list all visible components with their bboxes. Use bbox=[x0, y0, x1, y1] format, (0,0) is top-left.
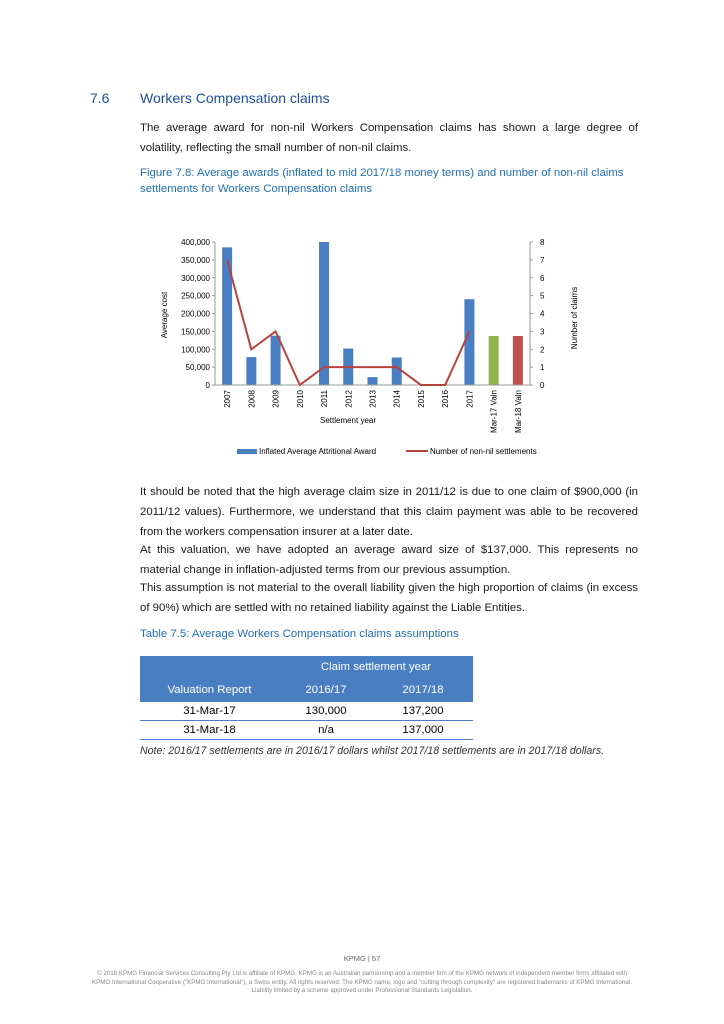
table-cell: 137,200 bbox=[373, 702, 473, 721]
bar-2017 bbox=[464, 299, 474, 385]
table-cell: 137,000 bbox=[373, 721, 473, 740]
awards-chart bbox=[150, 230, 579, 470]
y2-tick-label: 3 bbox=[540, 327, 545, 337]
x-tick-label: 2007 bbox=[223, 390, 233, 408]
table-cell: n/a bbox=[279, 721, 373, 740]
x-tick-label: 2013 bbox=[368, 390, 378, 408]
y-tick-label: 400,000 bbox=[181, 238, 210, 247]
intro-paragraph: The average award for non-nil Workers Compensation claims has shown a large degree of volatility, reflecting the small number of non-nil claims. bbox=[140, 122, 638, 154]
y-tick-label: 100,000 bbox=[181, 345, 210, 355]
bar-2007 bbox=[222, 247, 232, 385]
x-tick-label: 2015 bbox=[416, 390, 426, 408]
x-tick-label: 2017 bbox=[465, 390, 475, 408]
series-line-non-nil-settlements bbox=[227, 260, 469, 385]
y-tick-label: 350,000 bbox=[181, 255, 210, 265]
x-tick-label: 2014 bbox=[392, 390, 402, 408]
legend-swatch-bar bbox=[237, 449, 257, 454]
x-tick-label: Mar-18 Valn bbox=[513, 390, 523, 433]
y2-tick-label: 2 bbox=[540, 345, 545, 355]
table-group-header-row bbox=[140, 656, 473, 678]
y2-tick-label: 4 bbox=[540, 309, 545, 319]
bar-2013 bbox=[368, 377, 378, 385]
claims-table bbox=[140, 656, 473, 740]
x-tick-label: 2009 bbox=[271, 390, 281, 408]
table-row bbox=[140, 702, 473, 721]
y2-axis-label: Number of claims bbox=[570, 286, 579, 350]
table-caption: Table 7.5: Average Workers Compensation claims assumptions bbox=[140, 628, 459, 640]
table-header-row bbox=[140, 678, 473, 702]
x-tick-label: 2010 bbox=[295, 390, 305, 408]
legend-label-line: Number of non-nil settlements bbox=[430, 447, 537, 456]
y2-tick-label: 7 bbox=[540, 255, 545, 265]
section-title: Workers Compensation claims bbox=[140, 90, 330, 106]
x-tick-label: 2008 bbox=[247, 390, 257, 408]
table-group-header: Claim settlement year bbox=[279, 656, 473, 678]
y-tick-label: 250,000 bbox=[181, 291, 210, 301]
y-tick-label: 200,000 bbox=[181, 309, 210, 319]
figure-caption: Figure 7.8: Average awards (inflated to mid 2017/18 money terms) and number of non-nil claims settlements for Workers Compensation claims bbox=[140, 167, 624, 195]
page-number: KPMG | 57 bbox=[343, 954, 381, 963]
y2-tick-label: 1 bbox=[540, 363, 545, 373]
table-header-2017-18: 2017/18 bbox=[373, 678, 473, 702]
section-number: 7.6 bbox=[90, 90, 110, 106]
bar-2011 bbox=[319, 242, 329, 385]
paragraph-3: This assumption is not material to the overall liability given the high proportion of claims (in excess of 90%) which are settled with no retained liability against the Liable Entities. bbox=[140, 582, 638, 614]
copyright-footer: © 2018 KPMG Financial Services Consulting Pty Ltd is affiliate of KPMG. KPMG is an Australian partnership and a member firm of the KPMG network of independent member firms affiliated with KPMG International Cooperative ("KPMG International"), a Swiss entity. All rights reserved. The KPMG name, logo and "cutting through complexity" are registered trademarks of KPMG International. Liability limited by a scheme approved under Professional Standards Legislation. bbox=[92, 970, 632, 995]
y2-tick-label: 5 bbox=[540, 291, 545, 301]
x-axis-label: Settlement year bbox=[319, 416, 377, 425]
y2-tick-label: 8 bbox=[540, 238, 545, 247]
table-note: Note: 2016/17 settlements are in 2016/17 dollars whilst 2017/18 settlements are in 2017/18 dollars. bbox=[140, 745, 605, 757]
table-cell: 130,000 bbox=[279, 702, 373, 721]
y-axis-label: Average cost bbox=[160, 291, 169, 339]
table-header-blank bbox=[140, 656, 279, 678]
x-tick-label: Mar-17 Valn bbox=[489, 390, 499, 433]
y-tick-label: 300,000 bbox=[181, 273, 210, 283]
y2-tick-label: 0 bbox=[540, 381, 545, 390]
bar-2008 bbox=[246, 357, 256, 385]
bar-2009 bbox=[271, 336, 281, 385]
paragraph-2: At this valuation, we have adopted an average award size of $137,000. This represents no material change in inflation-adjusted terms from our previous assumption. bbox=[140, 544, 638, 576]
table-row bbox=[140, 721, 473, 740]
y2-tick-label: 6 bbox=[540, 273, 545, 283]
table-header-valuation: Valuation Report bbox=[140, 678, 279, 702]
x-tick-label: 2011 bbox=[320, 390, 330, 408]
y-tick-label: 150,000 bbox=[181, 327, 210, 337]
x-tick-label: 2016 bbox=[441, 390, 451, 408]
x-tick-label: 2012 bbox=[344, 390, 354, 408]
bar-2014 bbox=[392, 357, 402, 385]
legend-label-bar: Inflated Average Attritional Award bbox=[259, 447, 377, 456]
paragraph-1: It should be noted that the high average claim size in 2011/12 is due to one claim of $900,000 (in 2011/12 values). Furthermore, we understand that this claim payment was able to be recovered from the workers compensation insurer at a later date. bbox=[140, 486, 638, 538]
table-cell: 31-Mar-18 bbox=[140, 721, 279, 740]
bar-mar-18-valn bbox=[513, 336, 523, 385]
bar-mar-17-valn bbox=[489, 336, 499, 385]
table-header-2016-17: 2016/17 bbox=[279, 678, 373, 702]
table-cell: 31-Mar-17 bbox=[140, 702, 279, 721]
y-tick-label: 0 bbox=[205, 381, 210, 390]
y-tick-label: 50,000 bbox=[185, 363, 210, 373]
chart-legend bbox=[237, 447, 537, 456]
